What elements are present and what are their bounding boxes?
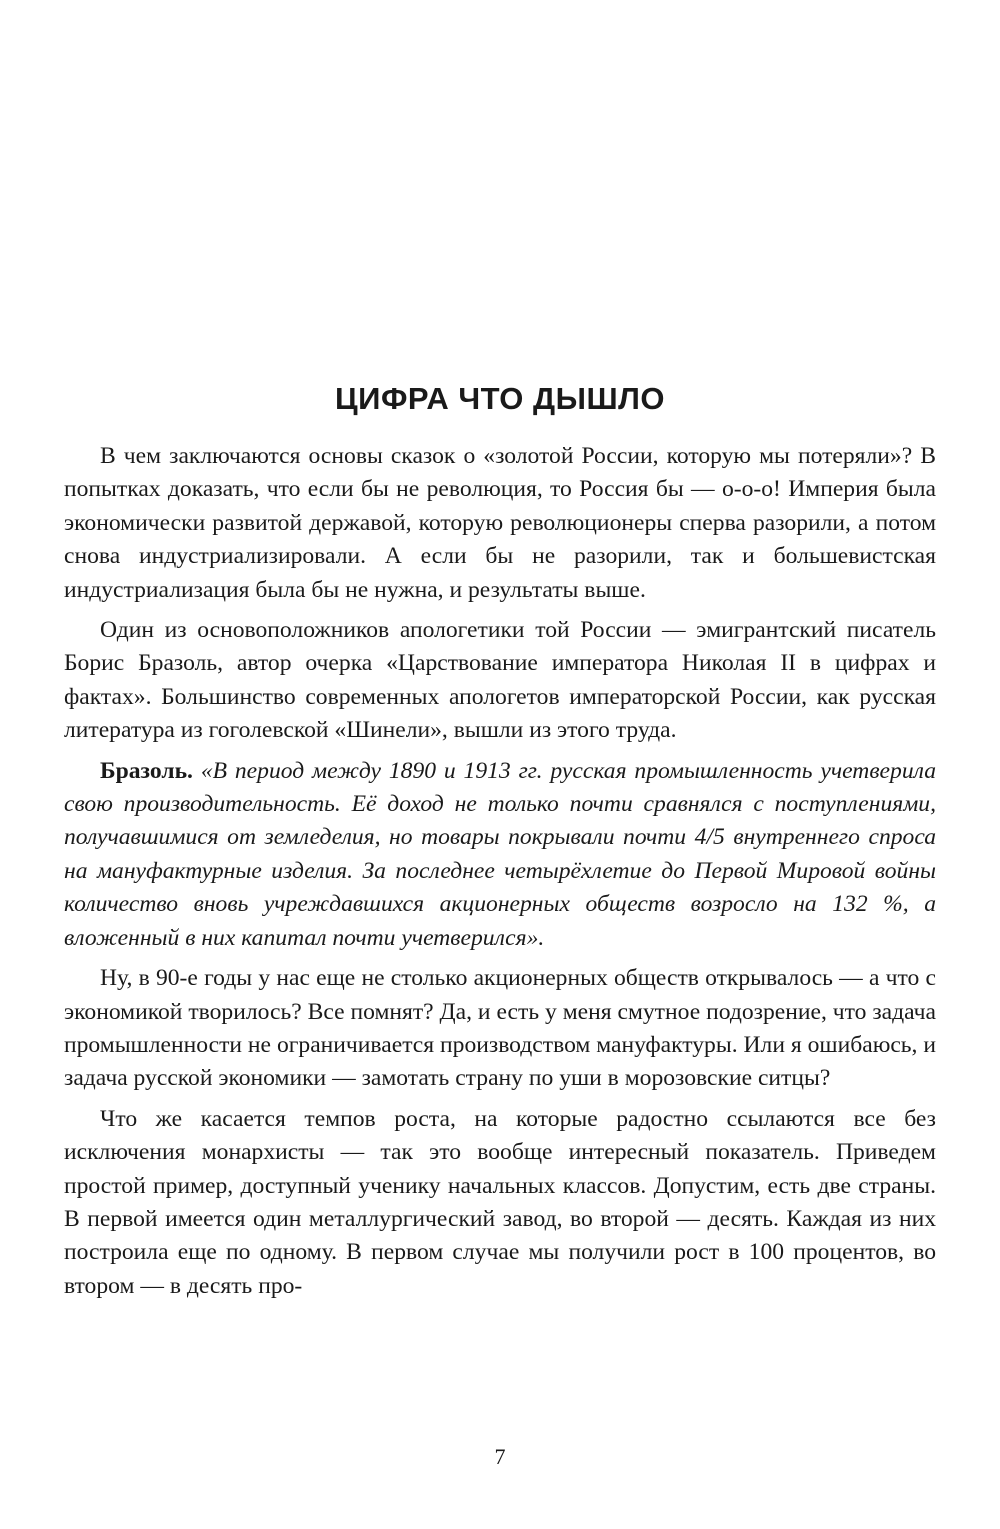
page-number: 7 [494, 1444, 506, 1469]
body-text [64, 440, 936, 1310]
chapter-title: ЦИФРА ЧТО ДЫШЛО [335, 381, 665, 416]
paragraph: Один из основоположников апологетики той России — эмигрантский писатель Борис Бразоль, автор очерка «Царствование императора Николая II в цифрах и фактах». Большинство современных апологетов императорской России, как русская литература из гоголевской «Шинели», вышли из этого труда. [64, 617, 936, 744]
quote-speaker: Бразоль. [100, 757, 193, 784]
paragraph: Что же касается темпов роста, на которые радостно ссылаются все без исключения монархисты — так это вообще интересный показатель. Приведем простой пример, доступный ученику начальных классов. Допустим, есть две страны. В первой имеется один металлургический завод, во второй — десять. Каждая из них построила еще по одному. В первом случае мы получили рост в 100 процентов, во втором — в десять про- [64, 1105, 936, 1299]
quote-paragraph [64, 755, 936, 955]
paragraph: В чем заключаются основы сказок о «золотой России, которую мы потеряли»? В попытках доказать, что если бы не революция, то Россия бы — о-о-о! Империя была экономически развитой державой, которую революционеры сперва разорили, а потом снова индустриализировали. А если бы не разорили, так и большевистская индустриализация была бы не нужна, и результаты выше. [64, 443, 936, 603]
paragraph: Ну, в 90-е годы у нас еще не столько акционерных обществ открывалось — а что с экономикой творилось? Все помнят? Да, и есть у меня смутное подозрение, что задача промышленности не ограничивается производством мануфактуры. Или я ошибаюсь, и задача русской экономики — замотать страну по уши в морозовские ситцы? [64, 965, 936, 1092]
quote-text: «В период между 1890 и 1913 гг. русская промышленность учетверила свою производительность. Её доход не только почти сравнялся с поступлениями, получавшимися от земледелия, но товары покрывали почти 4/5 внутреннего спроса на мануфактурные изделия. За последнее четырёхлетие до Первой Мировой войны количество вновь учреждавшихся акционерных обществ возросло на 132 %, а вложенный в них капитал почти учетверился». [64, 757, 936, 951]
book-page [64, 0, 936, 1529]
